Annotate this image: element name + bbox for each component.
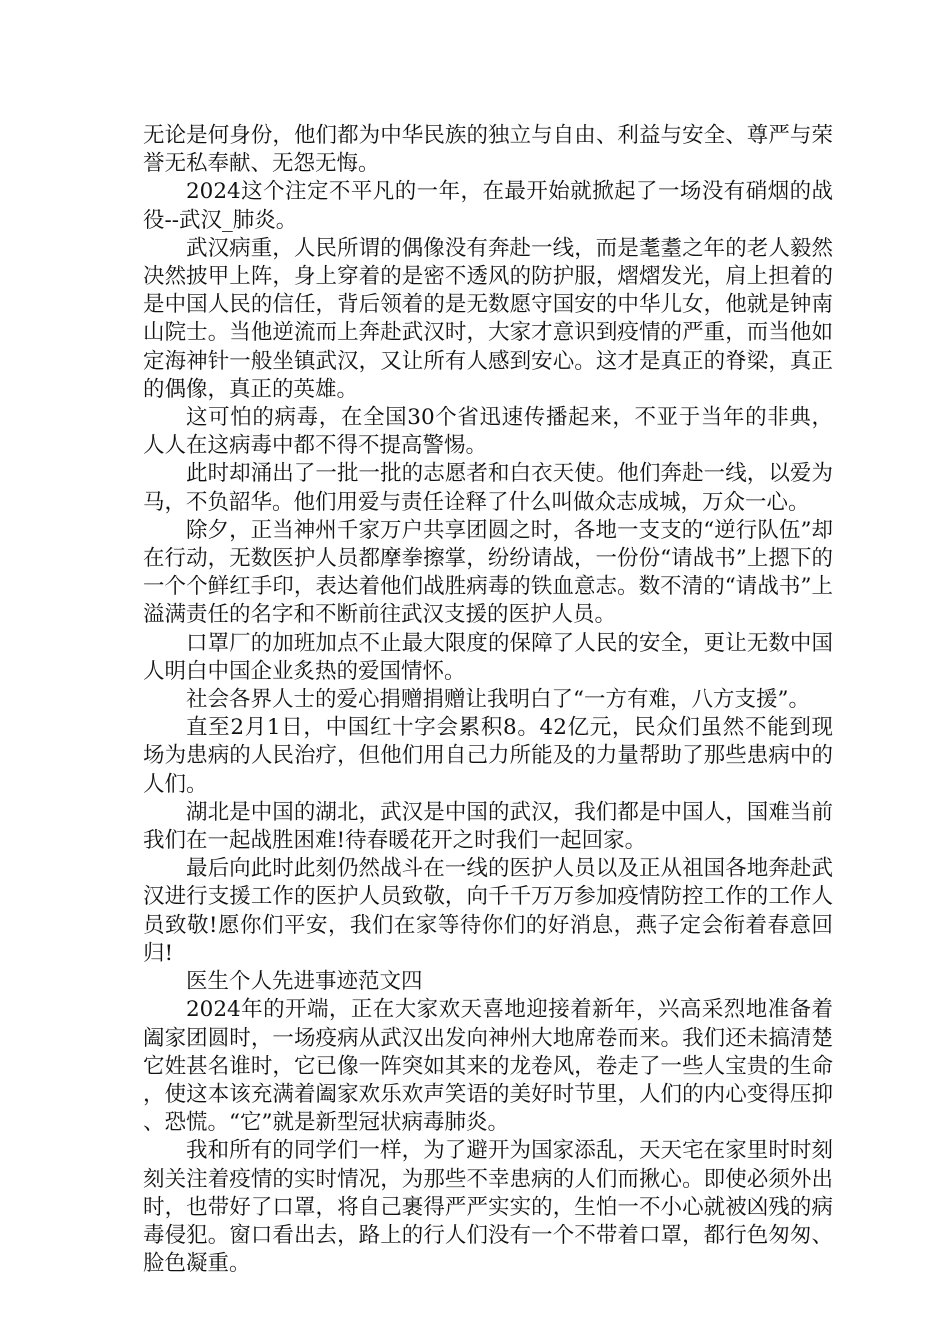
paragraph: 这可怕的病毒，在全国30个省迅速传播起来，不亚于当年的非典，人人在这病毒中都不得不提高警惕。 [143, 405, 833, 459]
paragraph: 我和所有的同学们一样，为了避开为国家添乱，天天宅在家里时时刻刻关注着疫情的实时情况，为那些不幸患病的人们而揪心。即使必须外出时，也带好了口罩，将自己裹得严严实实的，生怕一不小心就被凶残的病毒侵犯。窗口看出去，路上的行人们没有一个不带着口罩，都行色匆匆、脸色凝重。 [143, 1138, 833, 1277]
paragraph: 武汉病重，人民所谓的偶像没有奔赴一线，而是耄耋之年的老人毅然决然披甲上阵，身上穿着的是密不透风的防护服，熠熠发光，肩上担着的是中国人民的信任，背后领着的是无数愿守国安的中华儿女，他就是钟南山院士。当他逆流而上奔赴武汉时，大家才意识到疫情的严重，而当他如定海神针一般坐镇武汉，又让所有人感到安心。这才是真正的脊梁，真正的偶像，真正的英雄。 [143, 235, 833, 402]
paragraph: 2024年的开端，正在大家欢天喜地迎接着新年，兴高采烈地准备着阖家团圆时，一场疫病从武汉出发向神州大地席卷而来。我们还未搞清楚它姓甚名谁时，它已像一阵突如其来的龙卷风，卷走了一些人宝贵的生命，使这本该充满着阖家欢乐欢声笑语的美好时节里，人们的内心变得压抑、恐慌。“它”就是新型冠状病毒肺炎。 [143, 997, 833, 1136]
paragraph: 无论是何身份，他们都为中华民族的独立与自由、利益与安全、尊严与荣誉无私奉献、无怨无悔。 [143, 123, 833, 177]
section-heading: 医生个人先进事迹范文四 [186, 969, 423, 995]
paragraph: 口罩厂的加班加点不止最大限度的保障了人民的安全，更让无数中国人明白中国企业炙热的爱国情怀。 [143, 630, 833, 684]
paragraph: 社会各界人士的爱心捐赠捐赠让我明白了“一方有难，八方支援”。 [186, 687, 810, 713]
paragraph: 2024这个注定不平凡的一年，在最开始就掀起了一场没有硝烟的战役--武汉_肺炎。 [143, 179, 833, 233]
document-body [143, 122, 833, 1278]
paragraph: 湖北是中国的湖北，武汉是中国的武汉，我们都是中国人，国难当前我们在一起战胜困难!待春暖花开之时我们一起回家。 [143, 799, 833, 854]
paragraph: 直至2月1日，中国红十字会累积8。42亿元，民众们虽然不能到现场为患病的人民治疗，但他们用自己力所能及的力量帮助了那些患病中的人们。 [143, 715, 833, 797]
paragraph: 除夕，正当神州千家万户共享团圆之时，各地一支支的“逆行队伍”却在行动，无数医护人员都摩拳擦掌，纷纷请战，一份份“请战书”上摁下的一个个鲜红手印，表达着他们战胜病毒的铁血意志。数不清的“请战书”上溢满责任的名字和不断前往武汉支援的医护人员。 [143, 517, 833, 628]
paragraph: 此时却涌出了一批一批的志愿者和白衣天使。他们奔赴一线，以爱为马，不负韶华。他们用爱与责任诠释了什么叫做众志成城，万众一心。 [143, 461, 833, 515]
paragraph: 最后向此时此刻仍然战斗在一线的医护人员以及正从祖国各地奔赴武汉进行支援工作的医护人员致敬，向千千万万参加疫情防控工作的工作人员致敬!愿你们平安，我们在家等待你们的好消息，燕子定会衔着春意回归! [143, 856, 833, 966]
